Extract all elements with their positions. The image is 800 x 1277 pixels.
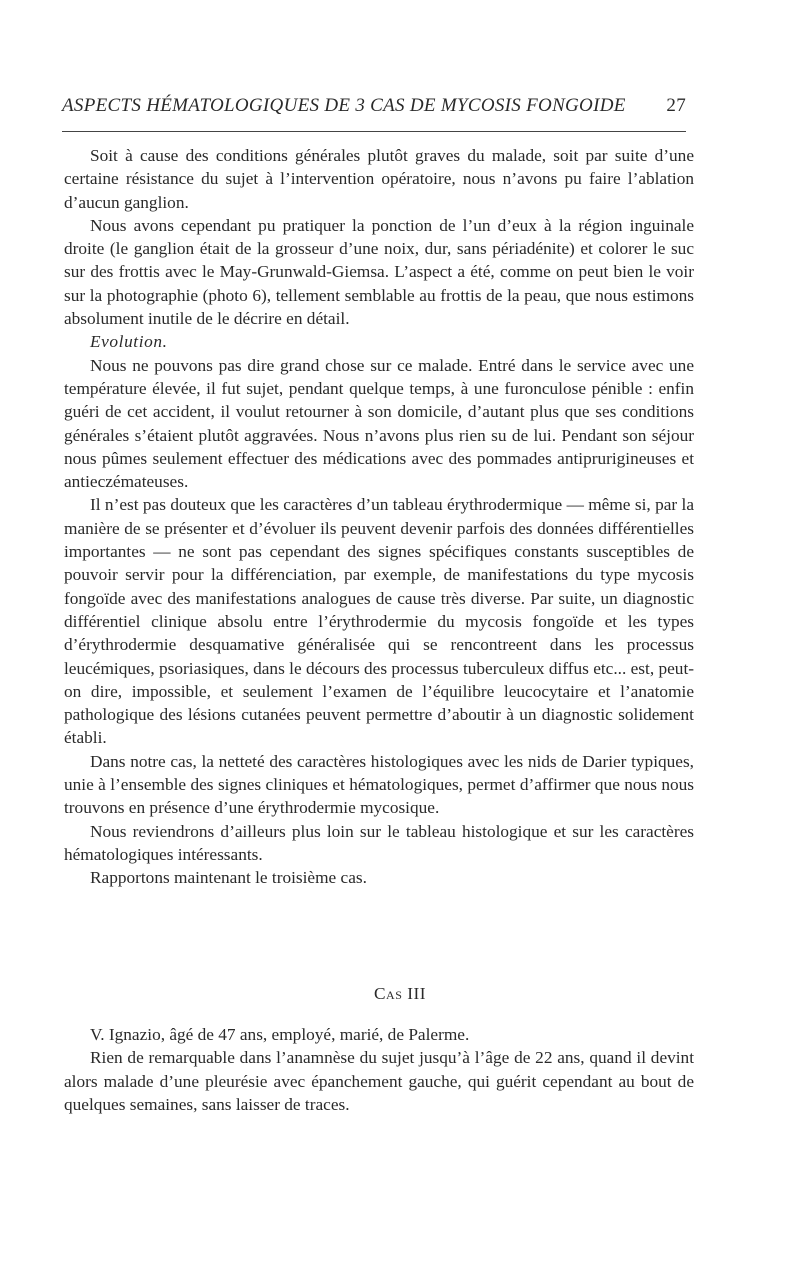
paragraph: Nous avons cependant pu pratiquer la ponction de l’un d’eux à la région inguinale droite (le ganglion était de la grosseur d’une noix, dur, sans périadénite) et colorer le suc sur des frottis avec le May-Grunwald-Giemsa. L’aspect a été, comme on peut bien le voir sur la photographie (photo 6), tellement semblable au frottis de la peau, que nous estimons absolument inutile de le décrire en détail.: [64, 215, 694, 329]
paragraph: Rien de remarquable dans l’anamnèse du sujet jusqu’à l’âge de 22 ans, quand il devint alors malade d’une pleurésie avec épanchement gauche, qui guérit cependant au bout de quelques semaines, sans laisser de traces.: [64, 1048, 694, 1114]
running-title: ASPECTS HÉMATOLOGIQUES DE 3 CAS DE MYCOSIS FONGOIDE: [62, 95, 626, 116]
case-title: Cas III: [374, 984, 426, 1003]
running-header: [62, 95, 686, 117]
page-number: 27: [666, 95, 686, 116]
main-text: [64, 144, 694, 890]
paragraph: Dans notre cas, la netteté des caractères histologiques avec les nids de Darier typiques, unie à l’ensemble des signes cliniques et hématologiques, permet d’affirmer que nous nous trouvons en présence d’une érythrodermie mycosique.: [64, 751, 694, 818]
header-rule: [62, 131, 686, 132]
paragraph: Rapportons maintenant le troisième cas.: [90, 868, 367, 888]
section-heading-evolution: Evolution.: [90, 332, 168, 352]
paragraph: Nous ne pouvons pas dire grand chose sur ce malade. Entré dans le service avec une température élevée, il fut sujet, pendant quelque temps, à une furonculose pénible : enfin guéri de cet accident, il voulut retourner à son domicile, d’autant plus que ses conditions générales s’étaient plutôt aggravées. Nous n’avons plus rien su de lui. Pendant son séjour nous pûmes seulement effectuer des médications avec des pommades antiprurigineuses et antieczémateuses.: [64, 355, 694, 492]
paragraph: V. Ignazio, âgé de 47 ans, employé, marié, de Palerme.: [90, 1025, 470, 1044]
paragraph: Il n’est pas douteux que les caractères d’un tableau érythrodermique — même si, par la manière de se présenter et d’évoluer ils peuvent devenir parfois des données différentielles importantes — ne sont pas cependant des signes spécifiques constants susceptibles de pouvoir servir pour la différenciation, par exemple, de manifestations du type mycosis fongoïde avec des manifestations analogues de cause très diverse. Par suite, un diagnostic différentiel clinique absolu entre l’érythrodermie du mycosis fongoïde et les types d’érythrodermie desquamative généralisée qui se rencontreent dans les processus leucémiques, psoriasiques, dans le décours des processus tuberculeux diffus etc... est, peut-on dire, impossible, et seulement l’examen de l’équilibre leucocytaire et l’anatomie pathologique des lésions cutanées peuvent permettre d’aboutir à un diagnostic solidement établi.: [64, 495, 694, 748]
paragraph: Soit à cause des conditions générales plutôt graves du malade, soit par suite d’une certaine résistance du sujet à l’intervention opératoire, nous n’avons pu faire l’ablation d’aucun ganglion.: [64, 146, 694, 212]
paragraph: Nous reviendrons d’ailleurs plus loin sur le tableau histologique et sur les caractères hématologiques intéressants.: [64, 821, 694, 864]
case-text: [64, 1023, 694, 1116]
